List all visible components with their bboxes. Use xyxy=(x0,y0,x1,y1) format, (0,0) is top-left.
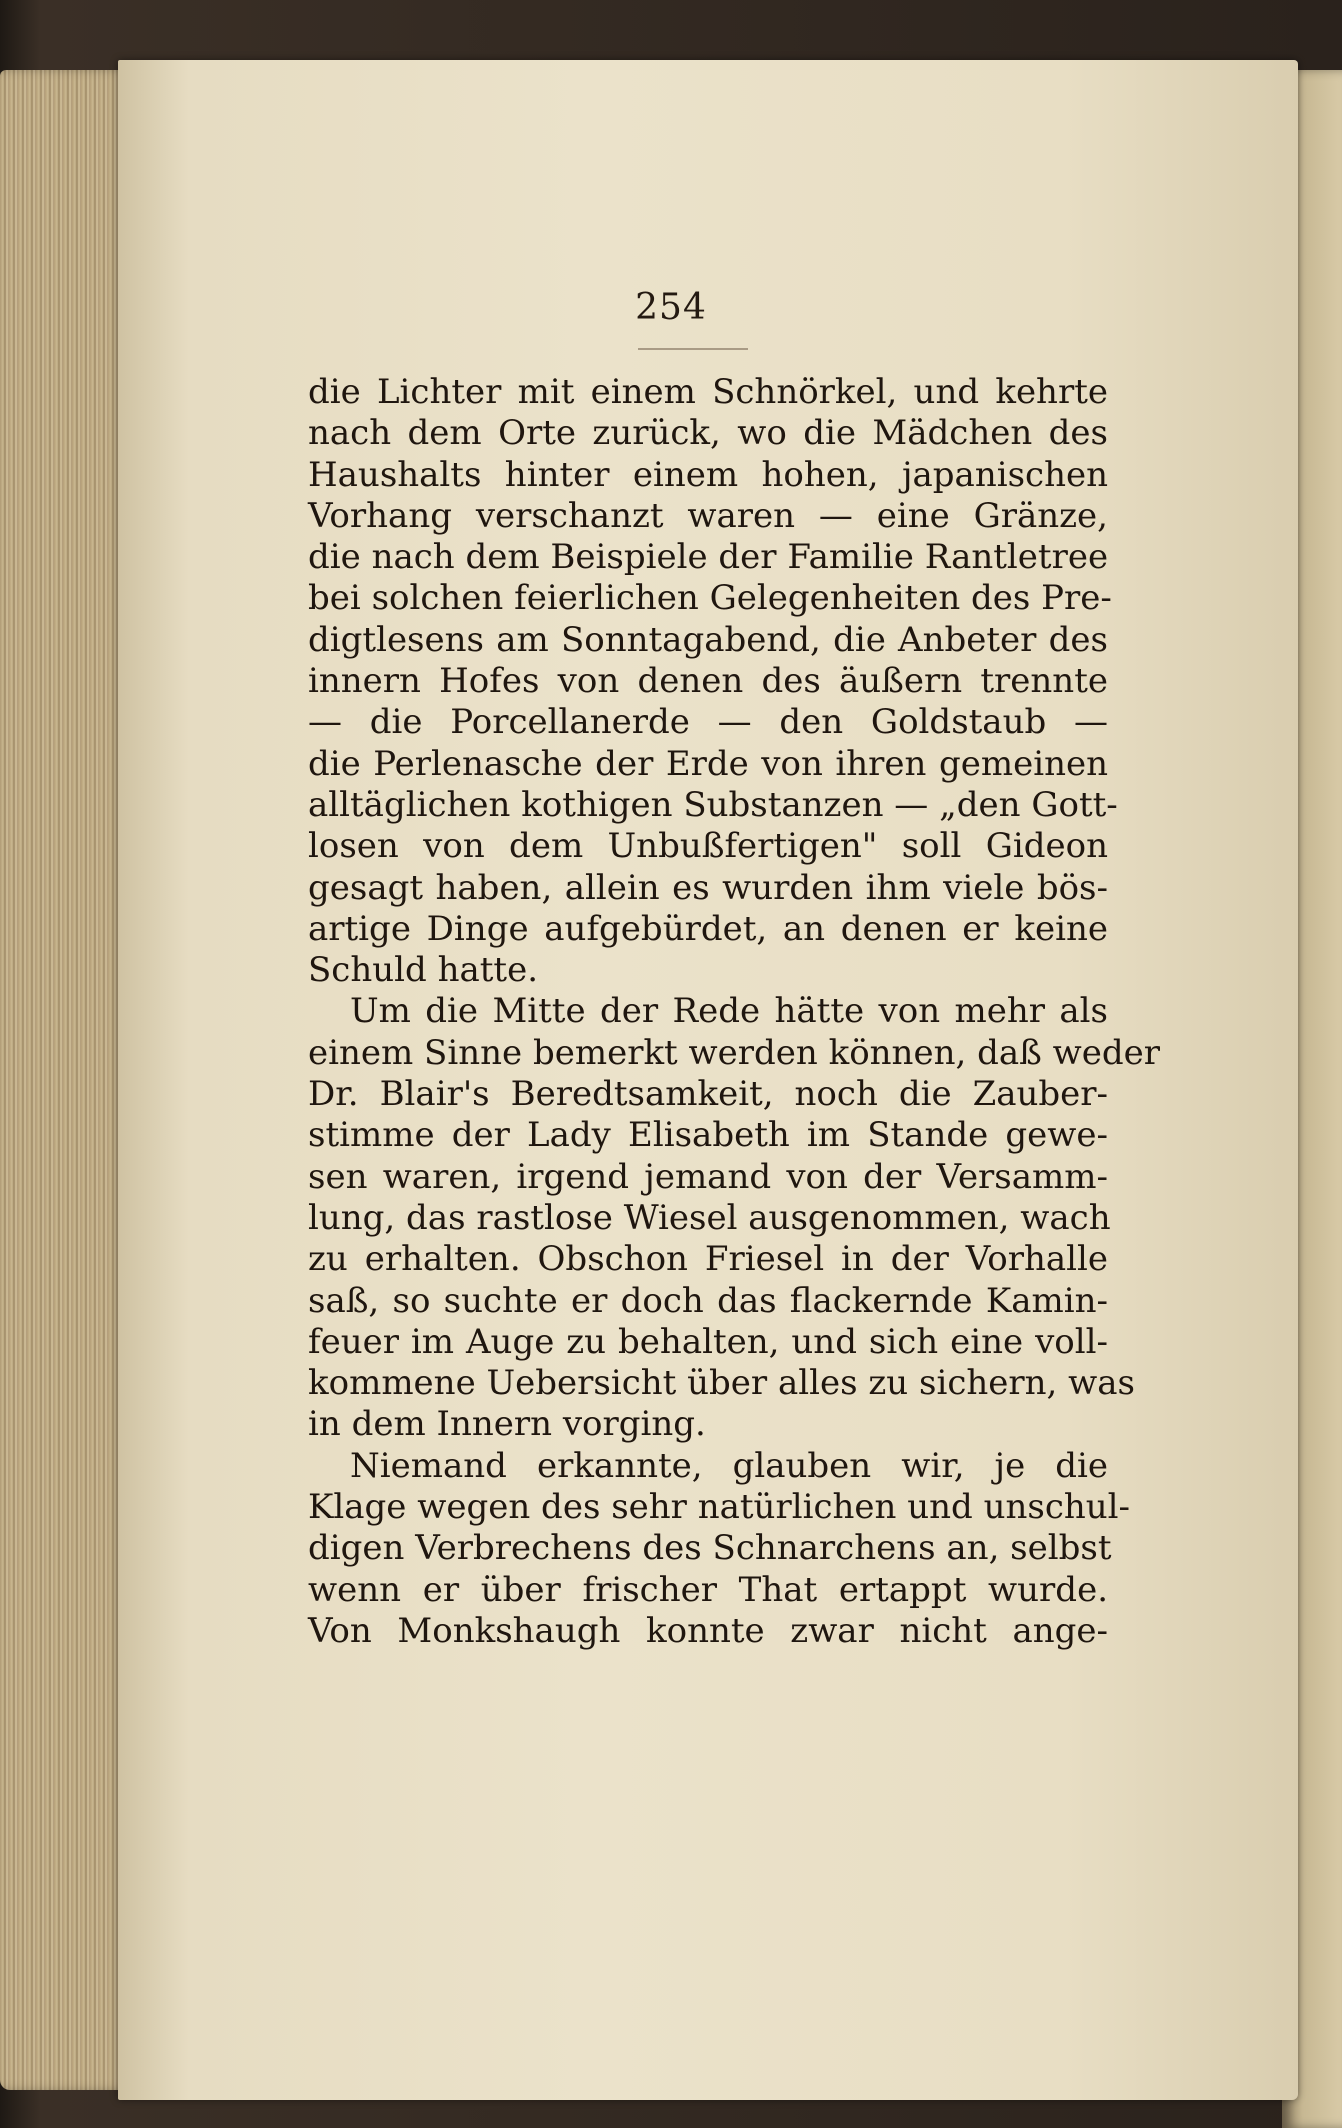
text-line: Schuld hatte. xyxy=(308,950,538,991)
text-line: die Lichter mit einem Schnörkel, und kehrte xyxy=(308,372,1108,412)
text-line: Dr. Blair's Beredtsamkeit, noch die Zauber- xyxy=(308,1074,1108,1115)
text-line: saß, so suchte er doch das flackernde Kamin- xyxy=(308,1280,1108,1321)
text-line: kommene Uebersicht über alles zu sichern, was xyxy=(308,1363,1135,1404)
text-line: stimme der Lady Elisabeth im Stande gewe- xyxy=(308,1115,1108,1156)
text-line: zu erhalten. Obschon Friesel in der Vorhalle xyxy=(308,1239,1108,1280)
text-line: Niemand erkannte, glauben wir, je die xyxy=(350,1445,1108,1486)
text-line: Vorhang verschanzt waren — eine Gränze, xyxy=(308,495,1108,536)
page-number-rule xyxy=(638,348,748,350)
text-line: die Perlenasche der Erde von ihren gemeinen xyxy=(308,743,1108,784)
text-line: losen von dem Unbußfertigen" soll Gideon xyxy=(308,826,1108,867)
text-line: einem Sinne bemerkt werden können, daß weder xyxy=(308,1032,1161,1073)
text-line: alltäglichen kothigen Substanzen — „den Gott- xyxy=(308,784,1118,825)
text-line: in dem Innern vorging. xyxy=(308,1404,706,1445)
text-line: innern Hofes von denen des äußern trennte xyxy=(308,661,1108,702)
text-line: nach dem Orte zurück, wo die Mädchen des xyxy=(308,413,1108,454)
stacked-page-edges xyxy=(0,70,130,2090)
text-line: digtlesens am Sonntagabend, die Anbeter des xyxy=(308,619,1108,660)
text-line: sen waren, irgend jemand von der Versamm- xyxy=(308,1156,1108,1197)
page-number: 254 xyxy=(635,287,707,328)
text-line: digen Verbrechens des Schnarchens an, selbst xyxy=(308,1528,1112,1569)
text-line: gesagt haben, allein es wurden ihm viele bös- xyxy=(308,867,1108,908)
text-line: die nach dem Beispiele der Familie Rantletree xyxy=(308,537,1109,578)
text-line: wenn er über frischer That ertappt wurde. xyxy=(308,1569,1108,1610)
text-line: artige Dinge aufgebürdet, an denen er keine xyxy=(308,908,1108,949)
text-line: bei solchen feierlichen Gelegenheiten des Pre- xyxy=(308,578,1112,619)
body-text xyxy=(308,372,1161,1652)
text-line: Haushalts hinter einem hohen, japanischen xyxy=(308,454,1108,495)
text-line: feuer im Auge zu behalten, und sich eine voll- xyxy=(308,1321,1108,1362)
text-line: lung, das rastlose Wiesel ausgenommen, wach xyxy=(308,1197,1111,1238)
text-line: Um die Mitte der Rede hätte von mehr als xyxy=(350,991,1108,1032)
text-line: — die Porcellanerde — den Goldstaub — xyxy=(308,702,1108,743)
text-line: Klage wegen des sehr natürlichen und unschul- xyxy=(308,1487,1131,1528)
text-line: Von Monkshaugh konnte zwar nicht ange- xyxy=(308,1610,1108,1651)
